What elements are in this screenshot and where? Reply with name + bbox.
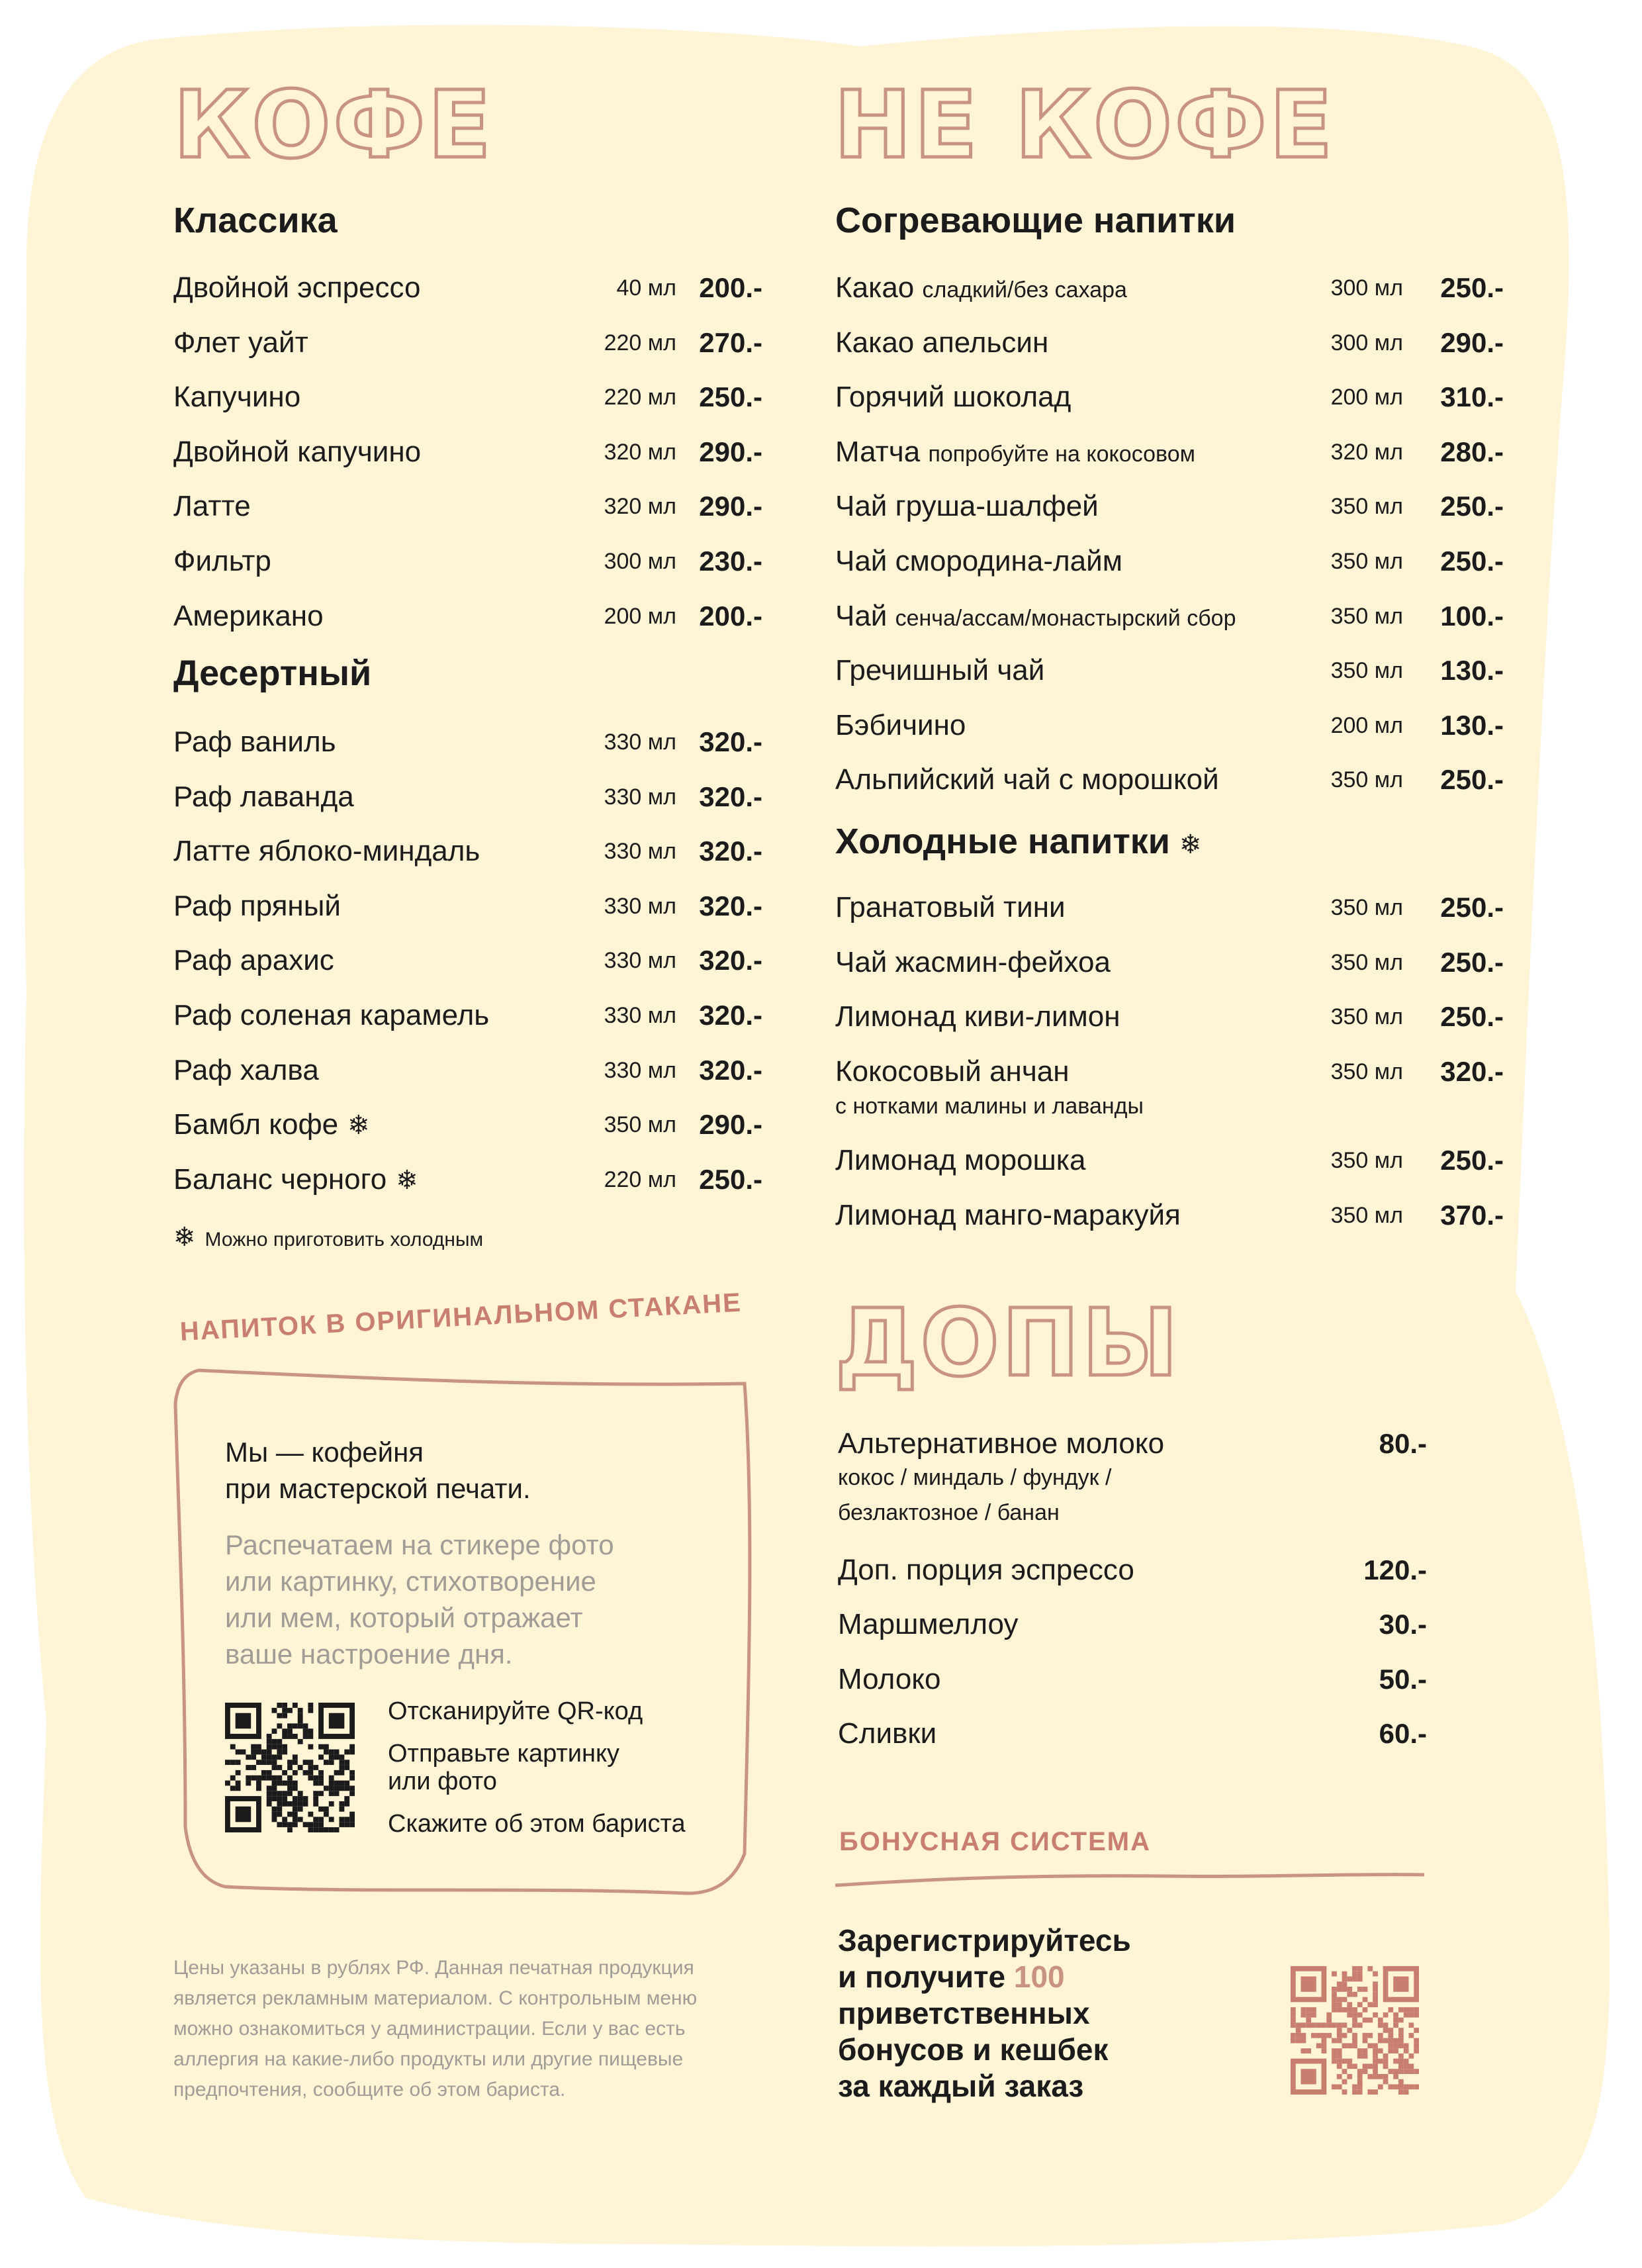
item-volume: 300 мл — [604, 549, 676, 574]
item-name-text: Альтернативное молоко — [838, 1427, 1165, 1460]
item-price: 320.- — [699, 835, 762, 867]
item-price: 250.- — [1440, 892, 1504, 923]
desc-line-2: или картинку, стихотворение — [225, 1566, 596, 1597]
item-volume: 320 мл — [604, 439, 676, 465]
item-price: 250.- — [1440, 946, 1504, 978]
item-name-text: Чай жасмин-фейхоа — [835, 945, 1111, 978]
item-volume: 350 мл — [1330, 603, 1403, 629]
item-name-text: Раф пряный — [173, 889, 341, 922]
disclaimer-line-4: аллергия на какие-либо продукты или другие пищевые — [173, 2048, 684, 2070]
menu-item[interactable] — [838, 1711, 1427, 1757]
item-volume: 330 мл — [604, 784, 676, 810]
desc-line-4: ваше настроение дня. — [225, 1638, 513, 1670]
item-volume: 220 мл — [604, 330, 676, 355]
item-volume: 350 мл — [1330, 1203, 1403, 1228]
menu-item[interactable] — [835, 593, 1504, 639]
item-name — [835, 429, 1195, 477]
item-price: 280.- — [1440, 436, 1504, 467]
item-price: 200.- — [699, 600, 762, 632]
menu-item[interactable] — [838, 1601, 1427, 1648]
item-price: 320.- — [699, 780, 762, 812]
item-volume: 350 мл — [1330, 895, 1403, 920]
bonus-line-3: приветственных — [838, 1996, 1090, 2030]
item-name — [838, 1421, 1164, 1467]
item-volume: 320 мл — [604, 494, 676, 520]
menu-item[interactable] — [835, 757, 1504, 803]
item-name-text: Лимонад манго-маракуйя — [835, 1199, 1181, 1231]
bonus-line-4: бонусов и кешбек — [838, 2032, 1109, 2067]
bonus-line-5: за каждый заказ — [838, 2069, 1084, 2103]
item-name — [838, 1547, 1134, 1593]
item-name — [835, 538, 1122, 585]
step-1: Отсканируйте QR-код — [388, 1697, 643, 1725]
menu-item[interactable] — [835, 265, 1504, 311]
item-name-text: Какао — [835, 271, 915, 304]
menu-item[interactable] — [835, 1192, 1504, 1239]
item-volume: 350 мл — [1330, 1059, 1403, 1084]
item-name-text: Какао апельсин — [835, 326, 1049, 359]
item-name — [838, 1656, 941, 1703]
item-name-text: Латте — [173, 490, 251, 523]
item-volume: 350 мл — [1330, 549, 1403, 574]
cold-drinks-heading-text: Холодные напитки — [835, 822, 1170, 861]
item-volume: 330 мл — [604, 893, 676, 919]
item-volume: 200 мл — [1330, 712, 1403, 738]
item-volume: 300 мл — [1330, 330, 1403, 355]
item-name-text: Американо — [173, 599, 324, 632]
original-cup-steps — [388, 1697, 686, 1838]
qr-code-sticker[interactable] — [225, 1703, 355, 1832]
menu-item[interactable] — [835, 884, 1504, 931]
item-price: 310.- — [1440, 381, 1504, 413]
item-price: 250.- — [699, 1163, 762, 1195]
item-name-text: Маршмеллоу — [838, 1608, 1019, 1641]
item-price: 250.- — [1440, 272, 1504, 303]
item-name — [838, 1601, 1018, 1648]
intro-line-1: Мы — кофейня — [225, 1437, 424, 1468]
item-name — [835, 265, 1127, 313]
dessert-heading: Десертный — [173, 653, 372, 693]
disclaimer-line-1: Цены указаны в рублях РФ. Данная печатная продукция — [173, 1957, 694, 1979]
item-price: 60.- — [1379, 1718, 1427, 1750]
item-name — [835, 757, 1219, 803]
menu-item[interactable] — [838, 1656, 1427, 1703]
menu-item[interactable] — [835, 374, 1504, 420]
item-name-text: Молоко — [838, 1662, 941, 1695]
item-price: 320.- — [699, 945, 762, 976]
item-volume: 300 мл — [1330, 275, 1403, 301]
desc-line-1: Распечатаем на стикере фото — [225, 1529, 614, 1560]
disclaimer-line-2: является рекламным материалом. С контрольным меню — [173, 1987, 698, 2009]
bonus-line-1: Зарегистрируйтесь — [838, 1923, 1131, 1958]
item-name-text: Раф лаванда — [173, 780, 354, 813]
item-subline: с нотками малины и лаванды — [835, 1094, 1144, 1119]
item-name-text: Флет уайт — [173, 326, 308, 359]
item-volume: 40 мл — [616, 275, 676, 301]
item-name-text: Бэбичино — [835, 708, 966, 741]
item-name-text: Раф халва — [173, 1053, 319, 1086]
bonus-line-2 — [838, 1959, 1131, 1995]
coffee-title: КОФЕ — [173, 71, 494, 179]
item-name-text: Лимонад киви-лимон — [835, 1000, 1120, 1033]
item-volume: 200 мл — [1330, 385, 1403, 410]
item-volume: 350 мл — [1330, 949, 1403, 975]
item-name-text: Чай смородина-лайм — [835, 545, 1122, 577]
item-name — [835, 593, 1236, 641]
item-price: 370.- — [1440, 1200, 1504, 1231]
snowflake-icon: ❄ — [173, 1223, 196, 1252]
bonus-divider — [835, 1867, 1431, 1893]
item-name — [835, 374, 1071, 420]
snowflake-icon: ❄ — [1179, 830, 1202, 859]
bonus-text — [838, 1922, 1131, 2104]
item-name — [835, 1137, 1086, 1184]
item-price: 130.- — [1440, 709, 1504, 741]
item-name — [835, 1192, 1181, 1239]
item-price: 290.- — [699, 436, 762, 467]
item-note: сладкий/без сахара — [922, 277, 1127, 303]
item-name — [835, 939, 1111, 986]
item-volume: 330 мл — [604, 1057, 676, 1083]
item-name — [835, 320, 1048, 366]
item-volume: 330 мл — [604, 839, 676, 865]
item-volume: 330 мл — [604, 948, 676, 974]
item-name-text: Горячий шоколад — [835, 381, 1072, 414]
item-name-text: Лимонад морошка — [835, 1144, 1086, 1177]
item-volume: 200 мл — [604, 603, 676, 629]
item-price: 100.- — [1440, 600, 1504, 632]
item-note: сенча/ассам/монастырский сбор — [895, 605, 1236, 631]
item-name-text: Гранатовый тини — [835, 891, 1066, 923]
item-volume: 350 мл — [1330, 1004, 1403, 1030]
item-volume: 350 мл — [1330, 1148, 1403, 1174]
snowflake-icon: ❄ — [396, 1165, 418, 1195]
item-price: 50.- — [1379, 1663, 1427, 1695]
item-note: попробуйте на кокосовом — [928, 441, 1195, 467]
item-price: 250.- — [699, 381, 762, 413]
step-2b: или фото — [388, 1768, 497, 1795]
item-price: 320.- — [699, 1000, 762, 1031]
item-price: 320.- — [699, 890, 762, 921]
item-name-text: Бамбл кофе — [173, 1108, 339, 1141]
snowflake-icon: ❄ — [347, 1111, 370, 1141]
item-price: 250.- — [1440, 764, 1504, 796]
item-name-text: Фильтр — [173, 545, 271, 577]
menu-item[interactable] — [835, 994, 1504, 1040]
bonus-label: БОНУСНАЯ СИСТЕМА — [839, 1827, 1152, 1856]
item-price: 200.- — [699, 272, 762, 303]
bonus-line-2-text: и получите — [838, 1960, 1014, 1994]
item-price: 30.- — [1379, 1609, 1427, 1640]
item-price: 130.- — [1440, 655, 1504, 686]
item-price: 250.- — [1440, 1001, 1504, 1033]
warming-heading: Согревающие напитки — [835, 201, 1236, 240]
item-volume: 220 мл — [604, 1166, 676, 1192]
menu-item[interactable] — [835, 647, 1504, 694]
item-price: 120.- — [1363, 1554, 1427, 1585]
disclaimer-line-5: предпочтения, сообщите об этом бариста. — [173, 2079, 566, 2101]
item-name — [835, 702, 966, 749]
item-price: 250.- — [1440, 1145, 1504, 1176]
item-price: 290.- — [1440, 326, 1504, 358]
item-price: 290.- — [699, 1109, 762, 1141]
item-name-text: Латте яблоко-миндаль — [173, 835, 480, 868]
menu-item[interactable] — [835, 483, 1504, 530]
item-volume: 220 мл — [604, 385, 676, 410]
item-price: 250.- — [1440, 491, 1504, 522]
desc-line-3: или мем, который отражает — [225, 1602, 583, 1633]
item-name — [835, 483, 1099, 530]
item-price: 320.- — [699, 1054, 762, 1086]
item-name — [835, 994, 1120, 1040]
menu-item[interactable] — [835, 1137, 1504, 1184]
item-name-text: Сливки — [838, 1717, 937, 1750]
menu-item[interactable] — [835, 702, 1504, 749]
original-cup-description — [225, 1527, 614, 1672]
menu-item[interactable] — [835, 939, 1504, 986]
not-coffee-title: НЕ КОФЕ — [834, 71, 1336, 179]
menu-item[interactable] — [838, 1547, 1427, 1593]
item-volume: 350 мл — [1330, 767, 1403, 793]
menu-item[interactable] — [835, 429, 1504, 475]
item-name-text: Чай груша-шалфей — [835, 490, 1099, 523]
item-name-text: Двойной эспрессо — [173, 271, 421, 304]
bonus-amount: 100 — [1013, 1960, 1065, 1994]
item-name-text: Доп. порция эспрессо — [838, 1553, 1134, 1586]
item-volume: 350 мл — [1330, 658, 1403, 684]
item-name-text: Матча — [835, 435, 921, 468]
item-name-text: Раф арахис — [173, 944, 334, 977]
intro-line-2: при мастерской печати. — [225, 1473, 531, 1504]
item-price: 230.- — [699, 545, 762, 577]
item-volume: 350 мл — [604, 1112, 676, 1138]
step-2a: Отправьте картинку — [388, 1740, 620, 1768]
item-name — [835, 647, 1044, 694]
item-name — [835, 1049, 1070, 1095]
step-3: Скажите об этом бариста — [388, 1810, 686, 1838]
item-name-text: Двойной капучино — [173, 435, 422, 468]
item-name-text: Альпийский чай с морошкой — [835, 763, 1219, 796]
item-volume: 320 мл — [1330, 439, 1403, 465]
item-price: 250.- — [1440, 545, 1504, 577]
cold-note-text: Можно приготовить холодным — [205, 1229, 484, 1251]
cold-drinks-heading — [835, 824, 1202, 859]
item-name-text: Чай — [835, 599, 888, 632]
menu-item[interactable] — [835, 538, 1504, 585]
item-subline: безлактозное / банан — [838, 1499, 1060, 1525]
item-price: 80.- — [1379, 1428, 1427, 1459]
item-name-text: Баланс черного — [173, 1162, 387, 1196]
item-price: 270.- — [699, 326, 762, 358]
classic-heading: Классика — [173, 201, 338, 240]
item-name-text: Капучино — [173, 381, 301, 414]
menu-item[interactable] — [835, 1049, 1504, 1095]
item-volume: 330 мл — [604, 730, 676, 755]
extras-title: ДОПЫ — [835, 1290, 1181, 1397]
item-name-text: Раф соленая карамель — [173, 999, 490, 1031]
item-price: 290.- — [699, 491, 762, 522]
item-name-text: Гречишный чай — [835, 654, 1045, 687]
disclaimer — [173, 1953, 697, 2105]
item-price: 320.- — [1440, 1055, 1504, 1087]
item-name — [838, 1711, 936, 1757]
item-volume: 350 мл — [1330, 494, 1403, 520]
original-cup-label: НАПИТОК В ОРИГИНАЛЬНОМ СТАКАНЕ — [179, 1288, 743, 1347]
item-price: 320.- — [699, 726, 762, 757]
original-cup-intro — [225, 1434, 531, 1507]
item-volume: 330 мл — [604, 1003, 676, 1028]
item-subline: кокос / миндаль / фундук / — [838, 1464, 1112, 1490]
menu-item[interactable] — [838, 1421, 1427, 1467]
item-name-text: Раф ваниль — [173, 726, 336, 758]
item-name-text: Кокосовый анчан — [835, 1055, 1070, 1088]
item-name — [835, 884, 1066, 931]
disclaimer-line-3: можно ознакомиться у администрации. Если у вас есть — [173, 2018, 686, 2040]
qr-code-bonus[interactable] — [1291, 1966, 1419, 2095]
menu-item[interactable] — [835, 320, 1504, 366]
